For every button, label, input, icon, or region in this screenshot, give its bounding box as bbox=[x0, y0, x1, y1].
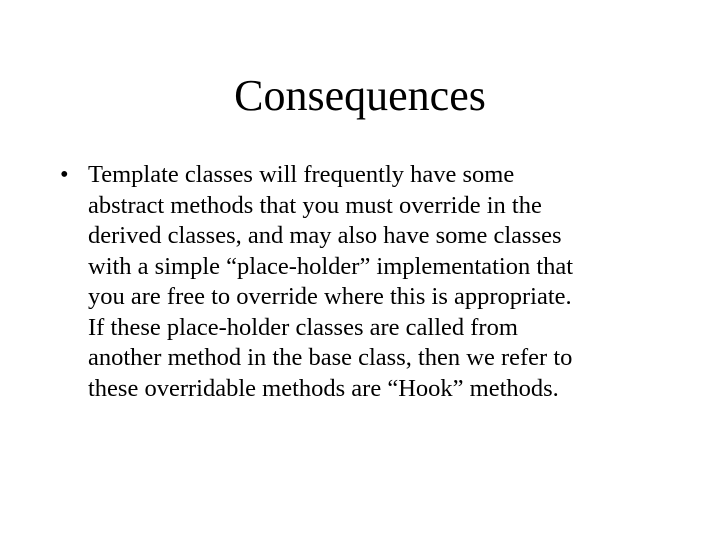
bullet-marker: • bbox=[60, 161, 69, 188]
bullet-line: derived classes, and may also have some classes bbox=[88, 222, 562, 249]
bullet-line: these overridable methods are “Hook” methods. bbox=[88, 374, 559, 402]
slide-title: Consequences bbox=[234, 71, 486, 120]
bullet-line: Template classes will frequently have some bbox=[88, 161, 515, 188]
bullet-item bbox=[60, 160, 660, 404]
bullet-line: with a simple “place-holder” implementation that bbox=[88, 252, 574, 280]
bullet-line: another method in the base class, then we refer to bbox=[88, 344, 573, 371]
bullet-line: abstract methods that you must override in the bbox=[88, 191, 542, 219]
bullet-line: you are free to override where this is appropriate. bbox=[88, 283, 572, 310]
bullet-list bbox=[60, 160, 660, 404]
bullet-line: If these place-holder classes are called from bbox=[88, 313, 518, 341]
